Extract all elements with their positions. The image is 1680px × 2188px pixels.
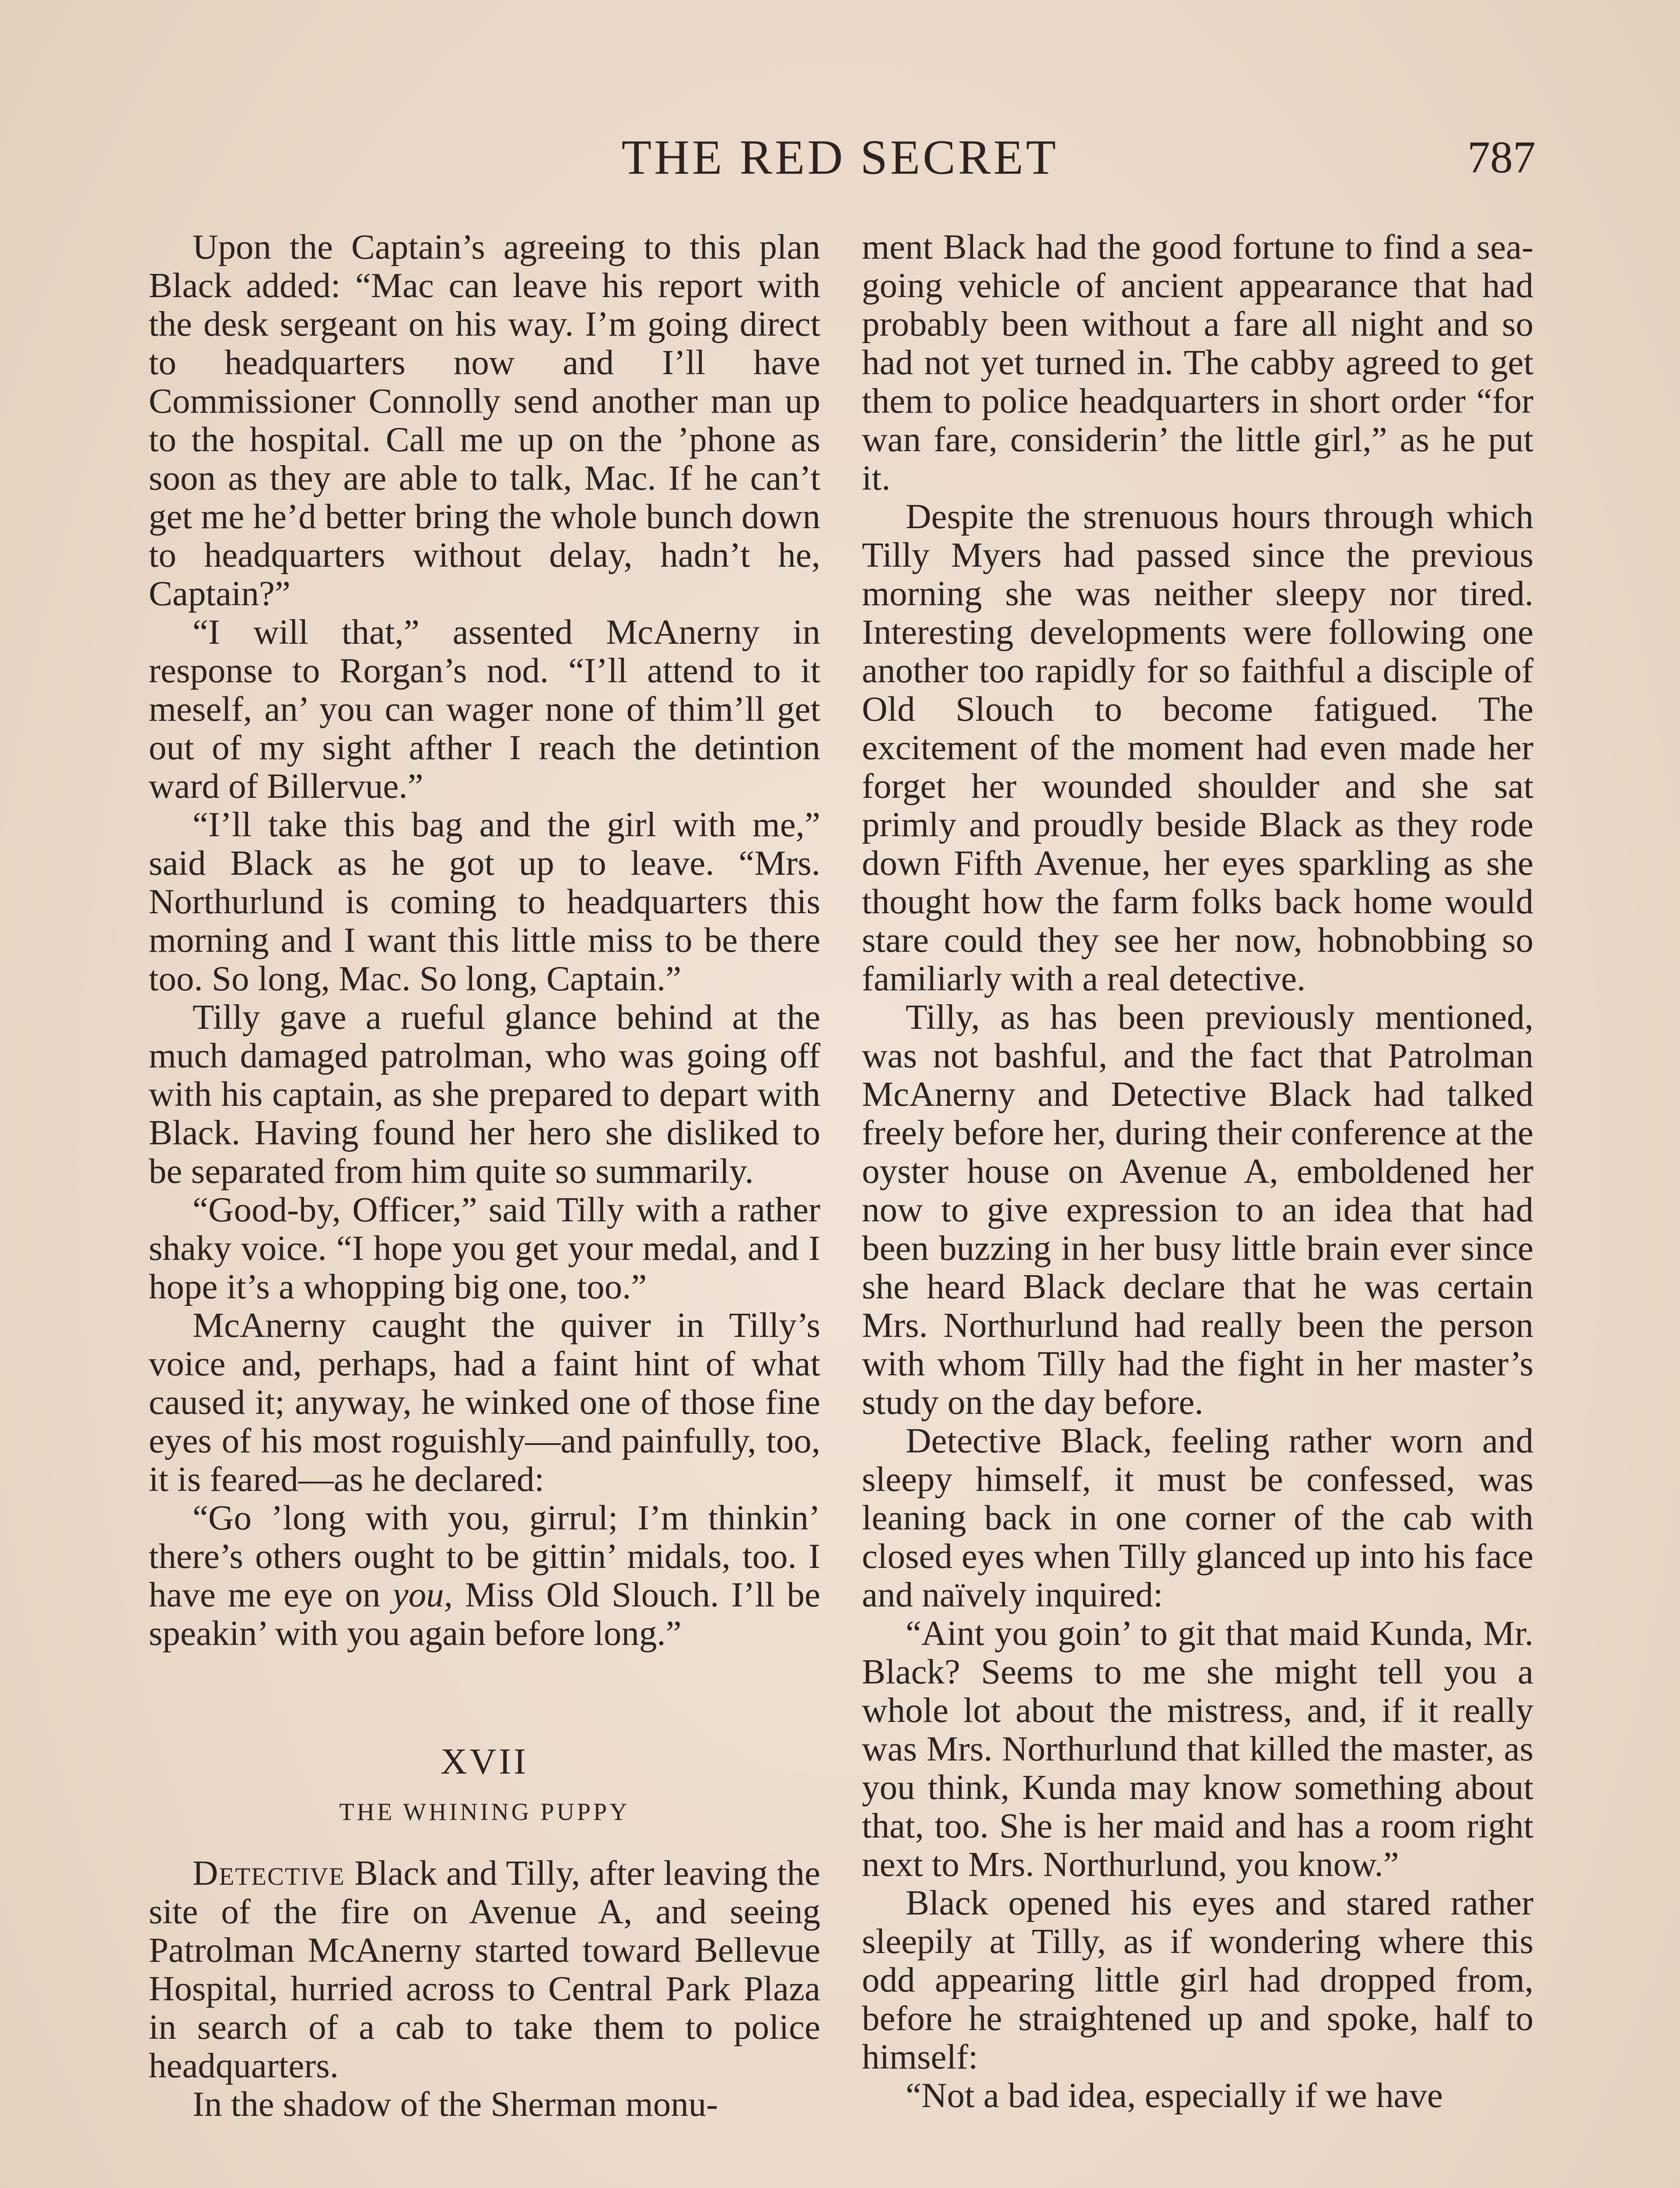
paragraph: Tilly gave a rueful glance behind at the much damaged patrolman, who was going off with his captain, as she prepared to depart with Black. Having found her hero she disliked to be separated from him quite so summarily.: [149, 997, 820, 1191]
dialect-text: “Go ’long with you, girrul; I’m thinkin’ there’s others ought to be gittin’ midals, too. I have me eye on: [149, 1498, 820, 1614]
paragraph: “Not a bad idea, especially if we have: [906, 2076, 1443, 2115]
paragraph: Upon the Captain’s agreeing to this plan Black added: “Mac can leave his report with the desk sergeant on his way. I’m going direct to headquarters now and I’ll have Commissioner Connolly send another man up to the hospital. Call me up on the ’phone as soon as they are able to talk, Mac. If he can’t get me he’d better bring the whole bunch down to headquarters without delay, hadn’t he, Captain?”: [149, 227, 820, 613]
page-number: 787: [1467, 132, 1536, 182]
page-header: [0, 127, 1680, 188]
paragraph: Black opened his eyes and stared rather sleepily at Tilly, as if wondering where this odd appearing little girl had dropped from, before he straightened up and spoke, half to himself:: [862, 1883, 1533, 2076]
paragraph: “I’ll take this bag and the girl with me,” said Black as he got up to leave. “Mrs. Northurlund is coming to headquarters this morning and I want this little miss to be there too. So long, Mac. So long, Captain.”: [149, 805, 820, 998]
paragraph: “I will that,” assented McAnerny in response to Rorgan’s nod. “I’ll attend to it meself, an’ you can wager none of thim’ll get out of my sight afther I reach the detintion ward of Billervue.”: [149, 612, 820, 806]
chapter-opening-paragraph: [149, 1854, 820, 2085]
paragraph: Tilly, as has been previously mentioned, was not bashful, and the fact that Patrolman McAnerny and Detective Black had talked freely before her, during their conference at the oyster house on Avenue A, emboldened her now to give expression to an idea that had been buzzing in her busy little brain ever since she heard Black declare that he was certain Mrs. Northurlund had really been the person with whom Tilly had the fight in her master’s study on the day before.: [862, 997, 1533, 1422]
paragraph: Despite the strenuous hours through which Tilly Myers had passed since the previous morning she was neither sleepy nor tired. Interesting developments were following one another too rapidly for so faithful a disciple of Old Slouch to become fatigued. The excitement of the moment had even made her forget her wounded shoulder and she sat primly and proudly beside Black as they rode down Fifth Avenue, her eyes sparkling as she thought how the farm folks back home would stare could they see her now, hobnobbing so familiarly with a real detective.: [862, 497, 1533, 998]
paragraph: “Good-by, Officer,” said Tilly with a rather shaky voice. “I hope you get your medal, and I hope it’s a whopping big one, too.”: [149, 1190, 820, 1306]
dialect-text: Miss Old Slouch. I’ll be speakin’ with you again before long.”: [149, 1575, 821, 1653]
right-column: [862, 228, 1533, 2114]
paragraph: In the shadow of the Sherman monu-: [192, 2084, 718, 2124]
chapter-number: XVII: [440, 1741, 529, 1782]
dialect-paragraph: [149, 1498, 820, 1652]
paragraph: McAnerny caught the quiver in Tilly’s voice and, perhaps, had a faint hint of what caused it; anyway, he winked one of those fine eyes of his most roguishly—and painfully, too, it is feared—as he declared:: [149, 1305, 820, 1499]
paragraph: Detective Black, feeling rather worn and sleepy himself, it must be confessed, was leaning back in one corner of the cab with closed eyes when Tilly glanced up into his face and naïvely inquired:: [862, 1421, 1533, 1614]
chapter-lead-word: Detective: [192, 1853, 345, 1893]
running-title: THE RED SECRET: [621, 130, 1059, 185]
emphasis-word: you,: [392, 1575, 453, 1614]
chapter-title: THE WHINING PUPPY: [339, 1799, 630, 1826]
chapter-opening-text: Black and Tilly, after leaving the site of the fire on Avenue A, and seeing Patrolman McAnerny started toward Bellevue Hospital, hurried across to Central Park Plaza in search of a cab to take them to police headquarters.: [149, 1853, 820, 2085]
left-column: [149, 228, 820, 2123]
continuation-paragraph: ment Black had the good fortune to find a sea-going vehicle of ancient appearance that had probably been without a fare all night and so had not yet turned in. The cabby agreed to get them to police headquarters in short order “for wan fare, considerin’ the little girl,” as he put it.: [862, 227, 1533, 498]
paragraph: “Aint you goin’ to git that maid Kunda, Mr. Black? Seems to me she might tell you a whole lot about the mistress, and, if it really was Mrs. Northurlund that killed the master, as you think, Kunda may know something about that, too. She is her maid and has a room right next to Mrs. Northurlund, you know.”: [862, 1613, 1533, 1884]
